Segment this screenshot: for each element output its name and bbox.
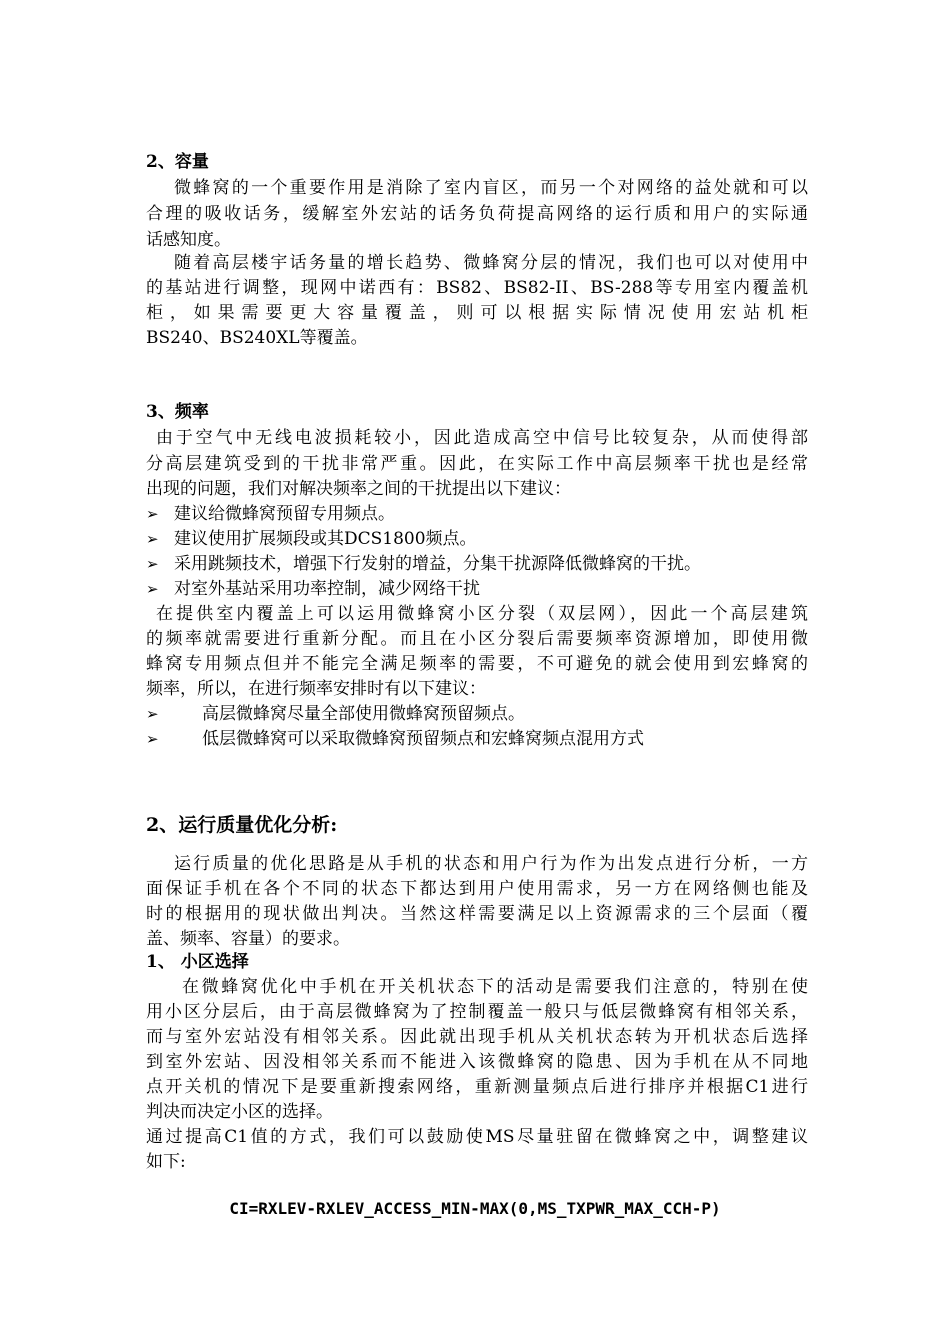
bullet-text: 建议给微蜂窝预留专用频点。 [174,504,395,524]
capacity-p1-line3: 话感知度。 [146,230,231,250]
quality-p2-line2: 用小区分层后，由于高层微蜂窝为了控制覆盖一般只与低层微蜂窝有相邻关系， [146,1002,808,1022]
capacity-p2-line2: 的基站进行调整，现网中诺西有：BS82、BS82-II、BS-288等专用室内覆盖机 [146,278,808,298]
capacity-heading: 2、容量 [146,152,209,172]
bullet-text: 对室外基站采用功率控制，减少网络干扰 [174,579,480,599]
quality-p2-line3: 而与室外宏站没有相邻关系。因此就出现手机从关机状态转为开机状态后选择 [146,1027,808,1047]
bullet-text: 建议使用扩展频段或其DCS1800频点。 [174,529,477,549]
bullet-item [146,577,480,602]
frequency-p1-line1: 由于空气中无线电波损耗较小，因此造成高空中信号比较复杂，从而使得部 [156,428,808,448]
capacity-p2-line3: 柜，如果需要更大容量覆盖，则可以根据实际情况使用宏站机柜 [146,303,808,323]
quality-p2-line5: 点开关机的情况下是要重新搜索网络，重新测量频点后进行排序并根据C1进行 [146,1077,808,1097]
arrow-bullet-icon: ➢ [146,730,159,748]
frequency-p2-line2: 的频率就需要进行重新分配。而且在小区分裂后需要频率资源增加，即使用微 [146,629,808,649]
frequency-p2-line3: 蜂窝专用频点但并不能完全满足频率的需要，不可避免的就会使用到宏蜂窝的 [146,654,808,674]
frequency-heading: 3、频率 [146,402,209,422]
quality-p1-line3: 时的根据用的现状做出判决。当然这样需要满足以上资源需求的三个层面（覆 [146,904,808,924]
bullet-item [146,527,477,552]
quality-heading: 2、运行质量优化分析: [146,814,338,836]
frequency-p1-line2: 分高层建筑受到的干扰非常严重。因此，在实际工作中高层频率干扰也是经常 [146,454,808,474]
quality-p2-line1: 在微蜂窝优化中手机在开关机状态下的活动是需要我们注意的，特别在使 [182,977,808,997]
bullet-item [146,727,644,752]
quality-p2-line4: 到室外宏站、因没相邻关系而不能进入该微蜂窝的隐患、因为手机在从不同地 [146,1052,808,1072]
arrow-bullet-icon: ➢ [146,705,159,723]
bullet-item [146,502,395,527]
capacity-p2-line4: BS240、BS240XL等覆盖。 [146,328,368,348]
cell-selection-heading: 1、 小区选择 [146,952,249,972]
bullet-item [146,552,701,577]
quality-p2-line6: 判决而决定小区的选择。 [146,1102,333,1122]
arrow-bullet-icon: ➢ [146,580,159,598]
c1-formula: CI=RXLEV-RXLEV_ACCESS_MIN-MAX(0,MS_TXPWR_MAX_CCH-P) [229,1199,721,1218]
quality-p3-line1: 通过提高C1值的方式，我们可以鼓励使MS尽量驻留在微蜂窝之中，调整建议 [146,1127,808,1147]
capacity-p1-line1: 微蜂窝的一个重要作用是消除了室内盲区，而另一个对网络的益处就和可以 [174,178,808,198]
frequency-p1-line3: 出现的问题，我们对解决频率之间的干扰提出以下建议： [146,479,571,499]
quality-p3-line2: 如下: [146,1152,186,1172]
bullet-text: 采用跳频技术，增强下行发射的增益，分集干扰源降低微蜂窝的干扰。 [174,554,701,574]
arrow-bullet-icon: ➢ [146,530,159,548]
bullet-text: 高层微蜂窝尽量全部使用微蜂窝预留频点。 [202,704,525,724]
frequency-p2-line4: 频率，所以，在进行频率安排时有以下建议： [146,679,486,699]
quality-p1-line1: 运行质量的优化思路是从手机的状态和用户行为作为出发点进行分析，一方 [174,854,808,874]
arrow-bullet-icon: ➢ [146,555,159,573]
bullet-item [146,702,525,727]
capacity-p2-line1: 随着高层楼宇话务量的增长趋势、微蜂窝分层的情况，我们也可以对使用中 [174,253,808,273]
bullet-text: 低层微蜂窝可以采取微蜂窝预留频点和宏蜂窝频点混用方式 [202,729,644,749]
quality-p1-line4: 盖、频率、容量）的要求。 [146,929,350,949]
arrow-bullet-icon: ➢ [146,505,159,523]
quality-p1-line2: 面保证手机在各个不同的状态下都达到用户使用需求，另一方在网络侧也能及 [146,879,808,899]
capacity-p1-line2: 合理的吸收话务，缓解室外宏站的话务负荷提高网络的运行质和用户的实际通 [146,204,808,224]
frequency-p2-line1: 在提供室内覆盖上可以运用微蜂窝小区分裂（双层网），因此一个高层建筑 [156,604,808,624]
